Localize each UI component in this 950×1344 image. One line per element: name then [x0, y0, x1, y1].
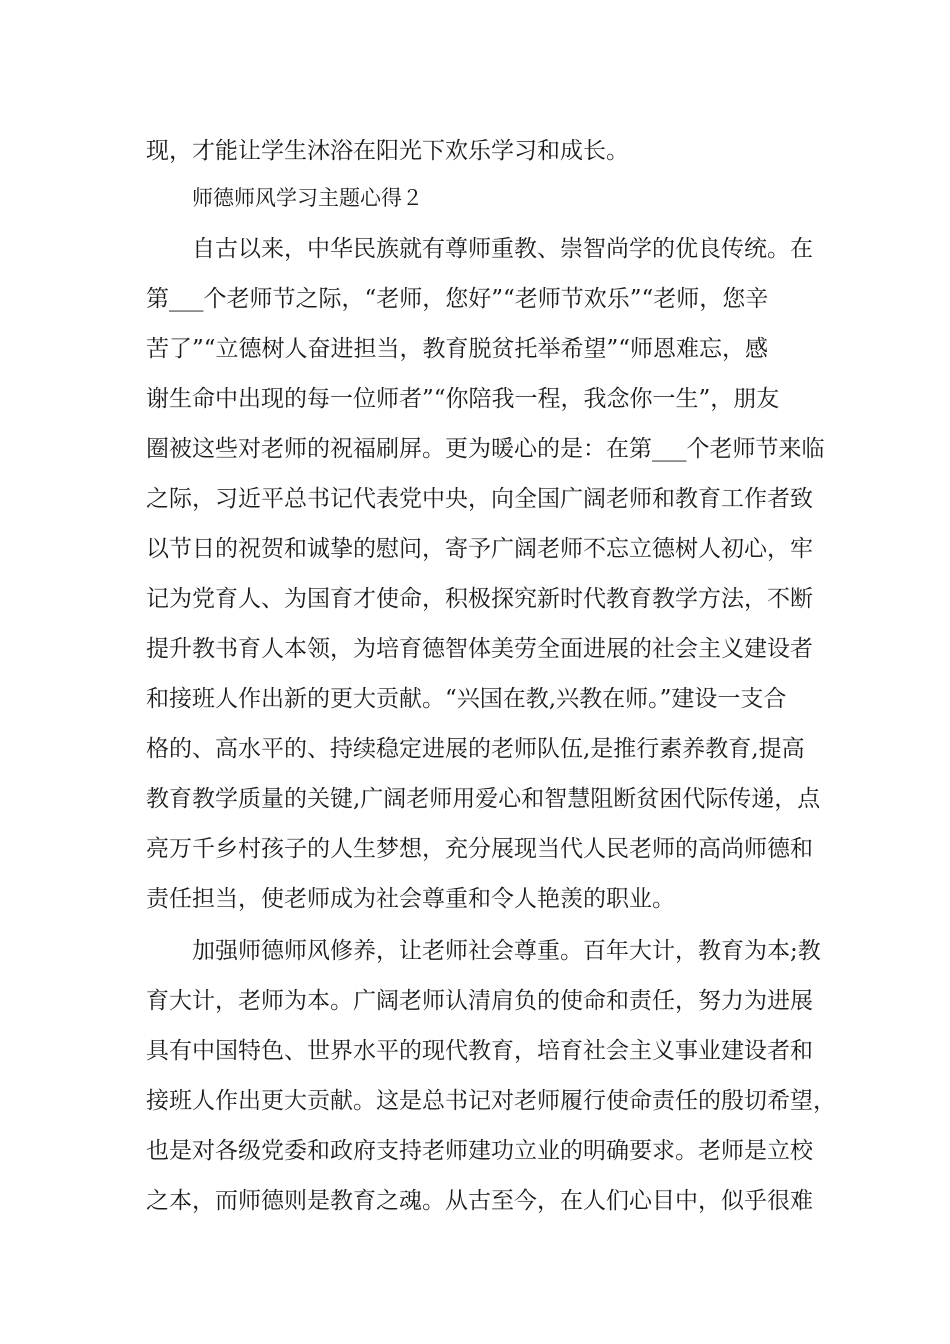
text-line-7: 圈被这些对老师的祝福刷屏。更为暖心的是：在第___个老师节来临	[146, 436, 825, 462]
text-line-11: 提升教书育人本领，为培育德智体美劳全面进展的社会主义建设者	[146, 636, 813, 662]
text-line-17: 加强师德师风修养，让老师社会尊重。百年大计，教育为本;教	[192, 938, 821, 964]
text-line-6: 谢生命中出现的每一位师者”“你陪我一程，我念你一生”，朋友	[146, 386, 780, 412]
text-line-15: 亮万千乡村孩子的人生梦想，充分展现当代人民老师的高尚师德和	[146, 836, 813, 862]
text-line-8: 之际，习近平总书记代表党中央，向全国广阔老师和教育工作者致	[146, 486, 813, 512]
text-line-12: 和接班人作出新的更大贡献。“兴国在教,兴教在师。”建设一支合	[146, 686, 787, 712]
text-line-4: 第___个老师节之际，“老师，您好”“老师节欢乐”“老师，您辛	[146, 286, 769, 312]
text-line-14: 教育教学质量的关键,广阔老师用爱心和智慧阻断贫困代际传递，点	[146, 786, 821, 812]
text-line-3: 自古以来，中华民族就有尊师重教、崇智尚学的优良传统。在	[192, 236, 813, 262]
section-heading: 师德师风学习主题心得２	[192, 186, 423, 210]
text-line-19: 具有中国特色、世界水平的现代教育，培育社会主义事业建设者和	[146, 1038, 813, 1064]
text-line-13: 格的、高水平的、持续稳定进展的老师队伍,是推行素养教育,提高	[146, 736, 805, 762]
text-line-1: 现，才能让学生沐浴在阳光下欢乐学习和成长。	[146, 138, 629, 164]
text-line-9: 以节日的祝贺和诚挚的慰问，寄予广阔老师不忘立德树人初心，牢	[146, 536, 813, 562]
text-line-18: 育大计，老师为本。广阔老师认清肩负的使命和责任，努力为进展	[146, 988, 813, 1014]
text-line-22: 之本，而师德则是教育之魂。从古至今，在人们心目中，似乎很难	[146, 1188, 813, 1214]
text-line-20: 接班人作出更大贡献。这是总书记对老师履行使命责任的殷切希望，	[146, 1088, 836, 1114]
text-line-21: 也是对各级党委和政府支持老师建功立业的明确要求。老师是立校	[146, 1138, 813, 1164]
text-line-16: 责任担当，使老师成为社会尊重和令人艳羡的职业。	[146, 886, 675, 912]
text-line-10: 记为党育人、为国育才使命，积极探究新时代教育教学方法，不断	[146, 586, 813, 612]
text-line-5: 苦了”“立德树人奋进担当，教育脱贫托举希望”“师恩难忘，感	[146, 336, 769, 362]
